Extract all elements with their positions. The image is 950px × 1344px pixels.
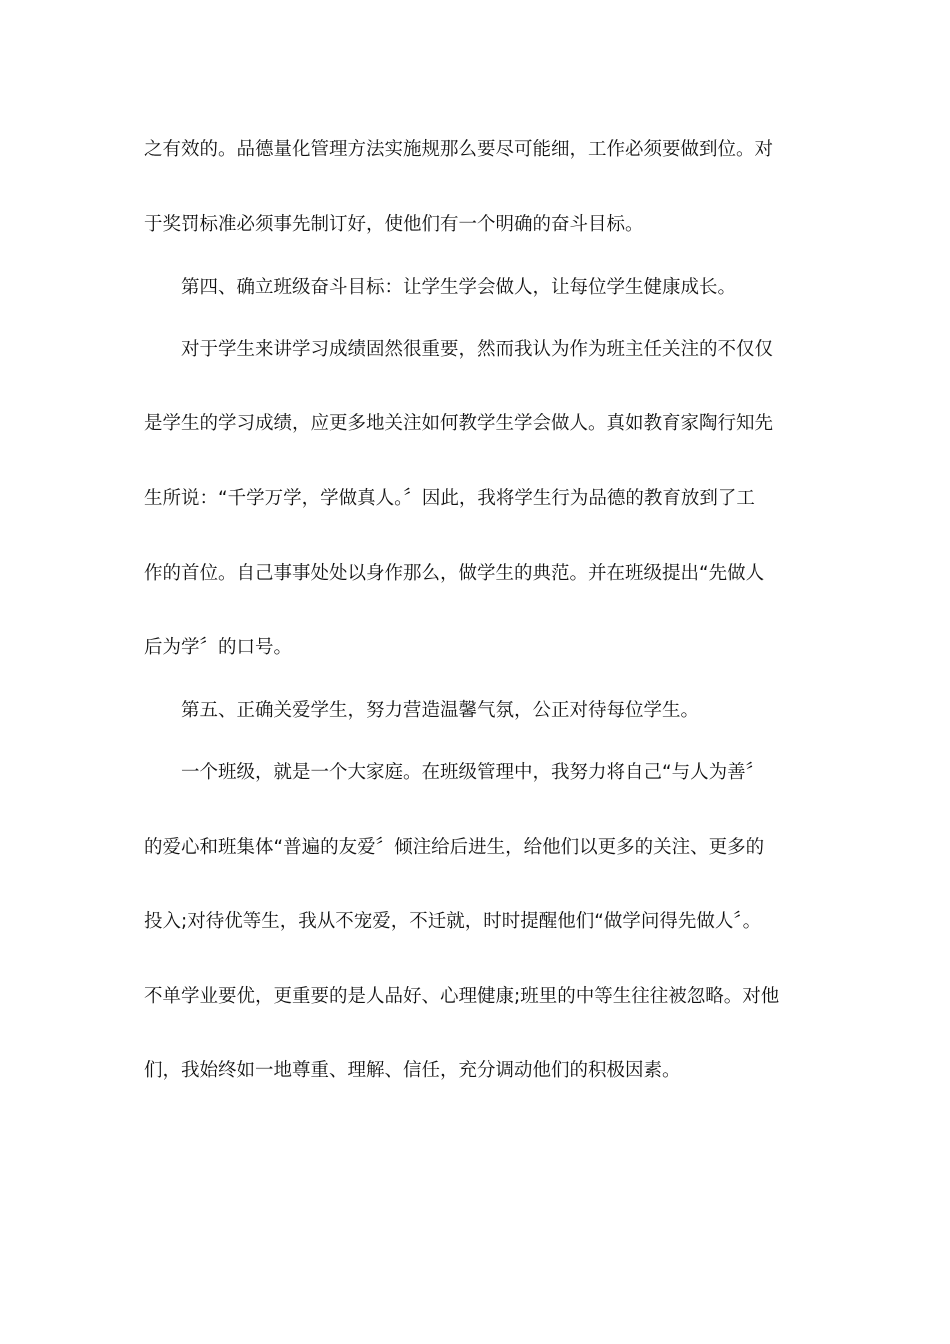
text-line-12: 投入;对待优等生，我从不宠爱，不迁就，时时提醒他们“做学问得先做人〞。 (144, 911, 762, 932)
text-line-2: 于奖罚标准必须事先制订好，使他们有一个明确的奋斗目标。 (144, 214, 644, 235)
text-line-6: 生所说：“千学万学，学做真人。〞因此，我将学生行为品德的教育放到了工 (144, 488, 755, 509)
text-line-14: 们，我始终如一地尊重、理解、信任，充分调动他们的积极因素。 (144, 1060, 681, 1081)
text-line-1: 之有效的。品德量化管理方法实施规那么要尽可能细，工作必须要做到位。对 (144, 139, 774, 160)
text-line-4: 对于学生来讲学习成绩固然很重要，然而我认为作为班主任关注的不仅仅 (181, 339, 774, 360)
heading-fifth: 第五、正确关爱学生，努力营造温馨气氛，公正对待每位学生。 (181, 700, 700, 721)
text-line-5: 是学生的学习成绩，应更多地关注如何教学生学会做人。真如教育家陶行知先 (144, 413, 774, 434)
text-line-13: 不单学业要优，更重要的是人品好、心理健康;班里的中等生往往被忽略。对他 (144, 986, 780, 1007)
heading-fourth: 第四、确立班级奋斗目标：让学生学会做人，让每位学生健康成长。 (181, 277, 737, 298)
text-line-7: 作的首位。自己事事处处以身作那么，做学生的典范。并在班级提出“先做人 (144, 563, 765, 584)
text-line-11: 的爱心和班集体“普遍的友爱〞倾注给后进生，给他们以更多的关注、更多的 (144, 837, 765, 858)
text-line-10: 一个班级，就是一个大家庭。在班级管理中，我努力将自己“与人为善〞 (181, 762, 765, 783)
text-line-8: 后为学〞的口号。 (144, 637, 293, 658)
